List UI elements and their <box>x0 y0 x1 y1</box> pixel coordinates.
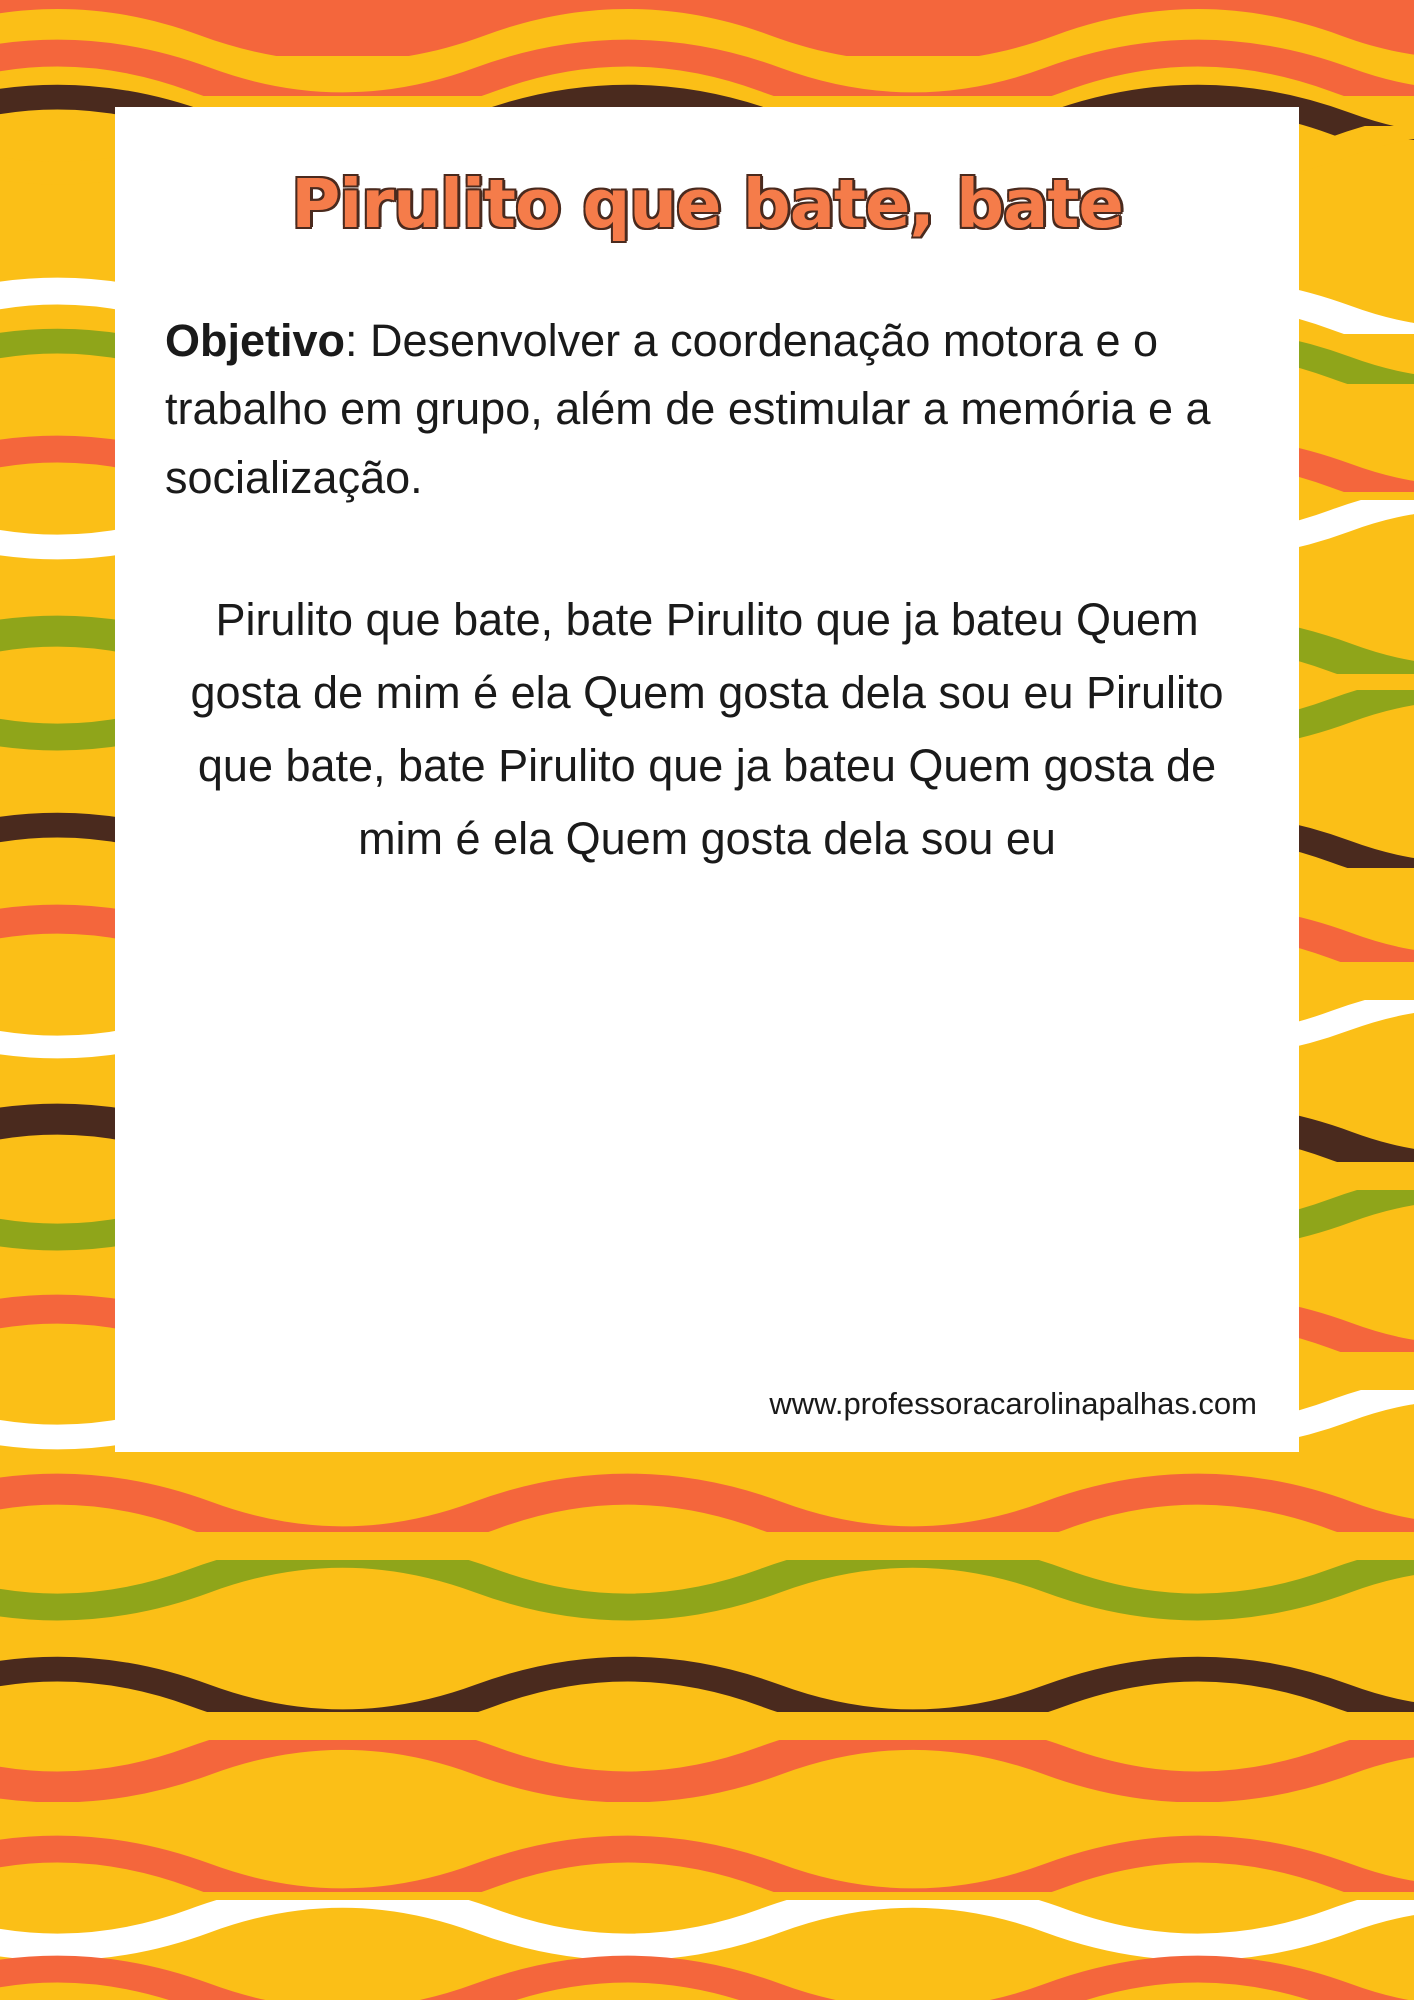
wave-stripe <box>0 1950 1414 2000</box>
wave-stripe <box>0 1830 1414 1892</box>
page-title: Pirulito que bate, bate <box>291 165 1123 243</box>
content-sheet <box>115 107 1299 1452</box>
lyrics-text: Pirulito que bate, bate Pirulito que ja bateu Quem gosta de mim é ela Quem gosta dela sou eu Pirulito que bate, bate Pirulito que ja bateu Quem gosta de mim é ela Quem gosta dela sou eu <box>190 594 1224 864</box>
wave-stripe <box>0 1650 1414 1712</box>
website-credit[interactable]: www.professoracarolinapalhas.com <box>769 1386 1257 1421</box>
content-body <box>115 107 1299 876</box>
objective-label: Objetivo <box>165 315 346 366</box>
wave-stripe <box>0 1560 1414 1622</box>
wave-stripe <box>0 1740 1414 1802</box>
wave-stripe <box>0 1470 1414 1532</box>
objective-paragraph <box>165 307 1249 512</box>
objective-text: : Desenvolver a coordenação motora e o trabalho em grupo, além de estimular a memória e a socialização. <box>165 315 1211 503</box>
